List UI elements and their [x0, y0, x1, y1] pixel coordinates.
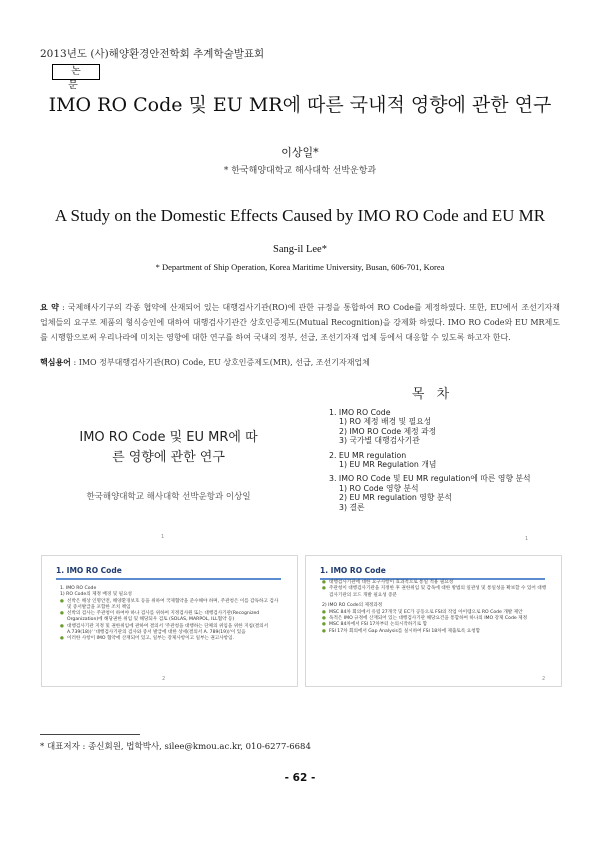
toc-title: 목 차 — [411, 387, 454, 402]
slide-page-number: 2 — [162, 676, 166, 682]
slide-toc — [305, 378, 560, 546]
slide-bullet: ● 선박의 검사는 주관청이 하여야 하나 검사를 위하여 지정검사원 또는 대행검사기관(Recognized Organization)에 해당권한 위임 및 해당되우 검토 (SOLAS, MARPOL, ILL협약 등) — [60, 611, 280, 624]
keywords-text: : IMO 정부대행검사기관(RO) Code, EU 상호인증제도(MR), 선급, 조선기자재업체 — [73, 358, 370, 367]
slide-ro-code-process — [305, 555, 562, 687]
slide-ro-code-background — [41, 555, 298, 687]
toc-heading: 1. IMO RO Code — [329, 408, 391, 417]
slide-heading-rule — [56, 578, 281, 580]
keywords-label: 핵심용어 — [40, 357, 71, 367]
slide-title — [41, 378, 296, 546]
slide-bullet: ● 대행검사기관 지정 및 권한위임에 관하여 결의서 '주관청을 대행하는 단체의 위임을 위한 지침(결의서 A.739(18))' '대행검사기관의 검사와 증서 발급에 대한 상세(결의서 A. 789(19))'이 있음 — [60, 624, 280, 637]
slide-bullet: ● 이러한 사항이 IMO 협약에 산재되어 있고, 일부는 강제사항이고 일부는 권고사항임. — [60, 636, 280, 642]
toc-group — [329, 408, 531, 446]
korean-affiliation: * 한국해양대학교 해사대학 선박운항과 — [223, 166, 377, 176]
slide-title-line2: 른 영향에 관한 연구 — [112, 450, 225, 465]
english-title: A Study on the Domestic Effects Caused by IMO RO Code and EU MR — [54, 206, 546, 225]
slide-bullet: ● 대행검사기관에 대한 요구사항이 효과적으로 통일 적용 필요성 — [322, 580, 547, 586]
slide-bullet: ● 선박은 해상 인명안전, 해양환경보호 등을 위하여 국제협약을 준수해야 하며, 주관청은 이를 감독하고 검사 및 증서발급을 포함한 조치 책임 — [60, 599, 280, 612]
toc-item: 1) RO Code 영향 분석 — [339, 483, 419, 493]
footnote-rule — [40, 734, 140, 735]
toc-heading: 3. IMO RO Code 및 EU MR regulation에 따른 영향 분석 — [329, 474, 531, 484]
slide-bullet: ● MSC 84차에서 FSI 17차부터 논의시작하기로 함 — [322, 622, 547, 628]
toc-list — [329, 408, 531, 517]
slide-line: 2) IMO RO Code의 제정과정 — [322, 603, 383, 609]
paper-type-tag: 논 문 — [52, 64, 100, 80]
toc-item: 3) 국가별 대행검사기관 — [339, 436, 420, 446]
toc-group — [329, 451, 531, 470]
slide-page-number: 1 — [525, 536, 529, 542]
slide-bullet: ● 주관청이 대행검사기관을 지정한 후 권한위임 및 감독에 대한 방법의 일관성 및 통일성을 확보할 수 있어 대행검사기관의 코드 개발 필요성 증분 — [322, 586, 547, 599]
slide-line: 1. IMO RO Code — [60, 586, 97, 591]
english-affiliation: * Department of Ship Operation, Korea Maritime University, Busan, 606-701, Korea — [155, 262, 445, 272]
abstract — [40, 300, 560, 345]
footnote: * 대표저자 : 종신회원, 법학박사, silee@kmou.ac.kr, 010-6277-6684 — [40, 742, 311, 752]
toc-group — [329, 474, 531, 512]
slide-heading: 1. IMO RO Code — [56, 566, 122, 575]
slide-page-number: 1 — [161, 534, 165, 540]
abstract-text: : 국제해사기구의 각종 협약에 산재되어 있는 대행검사기관(RO)에 관한 규정을 통합하여 RO Code를 제정하였다. 또한, EU에서 조선기자재 업체들의 요구로 제품의 형식승인에 대하여 대행검사기관간 상호인증제도(Mutual Recognition)을 강제화 하였다. IMO RO Code와 EU MR제도를 시행함으로써 우리나라에 미치는 영향에 대한 연구를 하여 국내의 정부, 선급, 조선기자재 업체 등에서 대응할 수 있도록 하고자 한다. — [40, 303, 560, 342]
slide-title-line1: IMO RO Code 및 EU MR에 따 — [79, 430, 258, 445]
slide-title-text — [41, 428, 296, 468]
slide-line: 1) RO Code의 제정 배경 및 필요성 — [60, 592, 132, 598]
toc-item: 1) RO 제정 배경 및 필요성 — [339, 417, 432, 427]
keywords — [40, 357, 560, 368]
slide-heading: 1. IMO RO Code — [320, 566, 386, 575]
toc-heading: 2. EU MR regulation — [329, 450, 407, 460]
slide-body — [60, 586, 280, 643]
slide-body — [322, 580, 547, 635]
slide-bullet: ● 독적은 IMO 규정에 산재되어 있는 대행검사기관 해당요건을 통합하여 하나의 IMO 강제 Code 제정 — [322, 616, 547, 622]
korean-title: IMO RO Code 및 EU MR에 따른 국내적 영향에 관한 연구 — [48, 94, 552, 116]
toc-item: 2) IMO RO Code 제정 과정 — [339, 426, 437, 436]
korean-author: 이상일* — [281, 146, 319, 159]
page-number: - 62 - — [284, 772, 316, 784]
slide-page-number: 2 — [542, 676, 546, 682]
toc-item: 3) 결론 — [339, 502, 365, 512]
toc-item: 1) EU MR Regulation 개념 — [339, 460, 437, 470]
english-author: Sang-il Lee* — [273, 244, 327, 255]
abstract-label: 요 약 — [40, 302, 59, 312]
conference-header: 2013년도 (사)해양환경안전학회 추계학술발표회 — [40, 48, 265, 60]
toc-item: 2) EU MR regulation 영향 분석 — [339, 493, 452, 503]
slide-bullet: ● MSC 84차 회의에서 유럽 27개국 및 EC가 공동으로 FSI의 작업 아이템으로 RO Code 개발 제안 — [322, 610, 547, 616]
slide-bullet: ● FSI 17차 회의에서 Gap Analysis를 실시하여 FSI 18차에 제출토록 요청함 — [322, 629, 547, 635]
slide-subtitle: 한국해양대학교 해사대학 선박운항과 이상일 — [86, 492, 251, 502]
